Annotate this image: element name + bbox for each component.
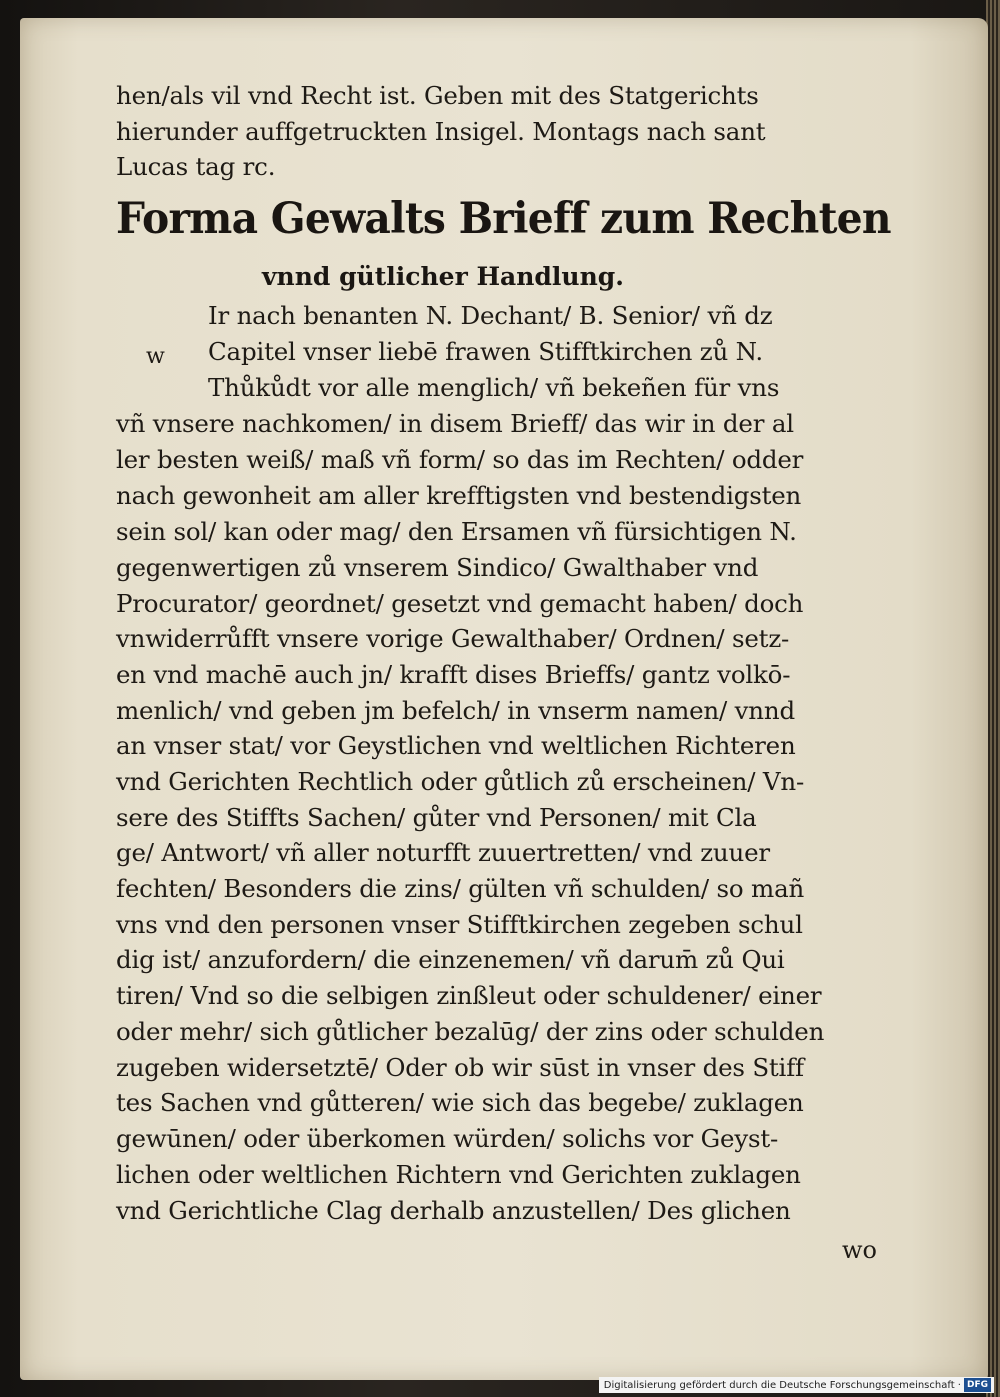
text-line: Procurator/ geordnet/ gesetzt vnd gemacht haben/ doch xyxy=(116,589,804,618)
text-line: sein sol/ kan oder mag/ den Ersamen vñ fürsichtigen N. xyxy=(116,517,797,546)
text-line: gewūnen/ oder überkomen würden/ solichs vor Geyst- xyxy=(116,1124,779,1153)
text-line: vnd Gerichten Rechtlich oder gůtlich zů erscheinen/ Vn- xyxy=(116,767,805,796)
text-line: dig ist/ anzufordern/ die einzenemen/ vñ darum̄ zů Qui xyxy=(116,945,785,974)
text-line: vnd Gerichtliche Clag derhalb anzustellen/ Des glichen xyxy=(116,1196,791,1225)
text-line: ler besten weiß/ maß vñ form/ so das im Rechten/ odder xyxy=(116,445,804,474)
text-line: vns vnd den personen vnser Stifftkirchen zegeben schul xyxy=(116,910,803,939)
text-line: zugeben widersetztē/ Oder ob wir sūst in vnser des Stiff xyxy=(116,1053,804,1082)
digitization-footer xyxy=(599,1377,994,1393)
text-line-initial: Ir nach benanten N. Dechant/ B. Senior/ vñ dz xyxy=(208,301,773,330)
text-line: tiren/ Vnd so die selbigen zinßleut oder schuldener/ einer xyxy=(116,981,822,1010)
text-line: vñ vnsere nachkomen/ in disem Brieff/ das wir in der al xyxy=(116,409,794,438)
text-line: gegenwertigen zů vnserem Sindico/ Gwalthaber vnd xyxy=(116,553,759,582)
section-heading: Forma Gewalts Brieff zum Rechten xyxy=(116,194,891,244)
text-line: Lucas tag rc. xyxy=(116,152,276,181)
text-line: en vnd machē auch jn/ krafft dises Brieffs/ gantz volkō- xyxy=(116,660,791,689)
text-line: an vnser stat/ vor Geystlichen vnd weltlichen Richteren xyxy=(116,731,796,760)
text-line: Thůkůdt vor alle menglich/ vñ bekeñen für vns xyxy=(208,373,780,402)
book-page xyxy=(20,18,988,1380)
text-line: vnwiderrůfft vnsere vorige Gewalthaber/ Ordnen/ setz- xyxy=(116,624,790,653)
section-subheading: vnnd gütlicher Handlung. xyxy=(262,262,624,291)
text-line: menlich/ vnd geben jm befelch/ in vnserm namen/ vnnd xyxy=(116,696,795,725)
text-line: ge/ Antwort/ vñ aller noturfft zuuertretten/ vnd zuuer xyxy=(116,838,770,867)
footer-credit-text: Digitalisierung gefördert durch die Deutsche Forschungsgemeinschaft · xyxy=(603,1379,961,1391)
book-fore-edge xyxy=(986,0,1000,1397)
dfg-logo: DFG xyxy=(964,1378,991,1392)
text-line: hierunder auffgetruckten Insigel. Montags nach sant xyxy=(116,117,766,146)
text-line: oder mehr/ sich gůtlicher bezalūg/ der zins oder schulden xyxy=(116,1017,825,1046)
text-line: fechten/ Besonders die zins/ gülten vñ schulden/ so mañ xyxy=(116,874,805,903)
text-block xyxy=(20,18,988,1380)
text-line: lichen oder weltlichen Richtern vnd Gerichten zuklagen xyxy=(116,1160,801,1189)
marginal-note: w xyxy=(146,344,165,369)
text-line: sere des Stiffts Sachen/ gůter vnd Personen/ mit Cla xyxy=(116,803,757,832)
text-line: tes Sachen vnd gůtteren/ wie sich das begebe/ zuklagen xyxy=(116,1088,804,1117)
text-line: Capitel vnser liebē frawen Stifftkirchen zů N. xyxy=(208,337,763,366)
text-line: hen/als vil vnd Recht ist. Geben mit des Statgerichts xyxy=(116,81,759,110)
catchword: wo xyxy=(842,1236,877,1264)
text-line: nach gewonheit am aller krefftigsten vnd bestendigsten xyxy=(116,481,802,510)
